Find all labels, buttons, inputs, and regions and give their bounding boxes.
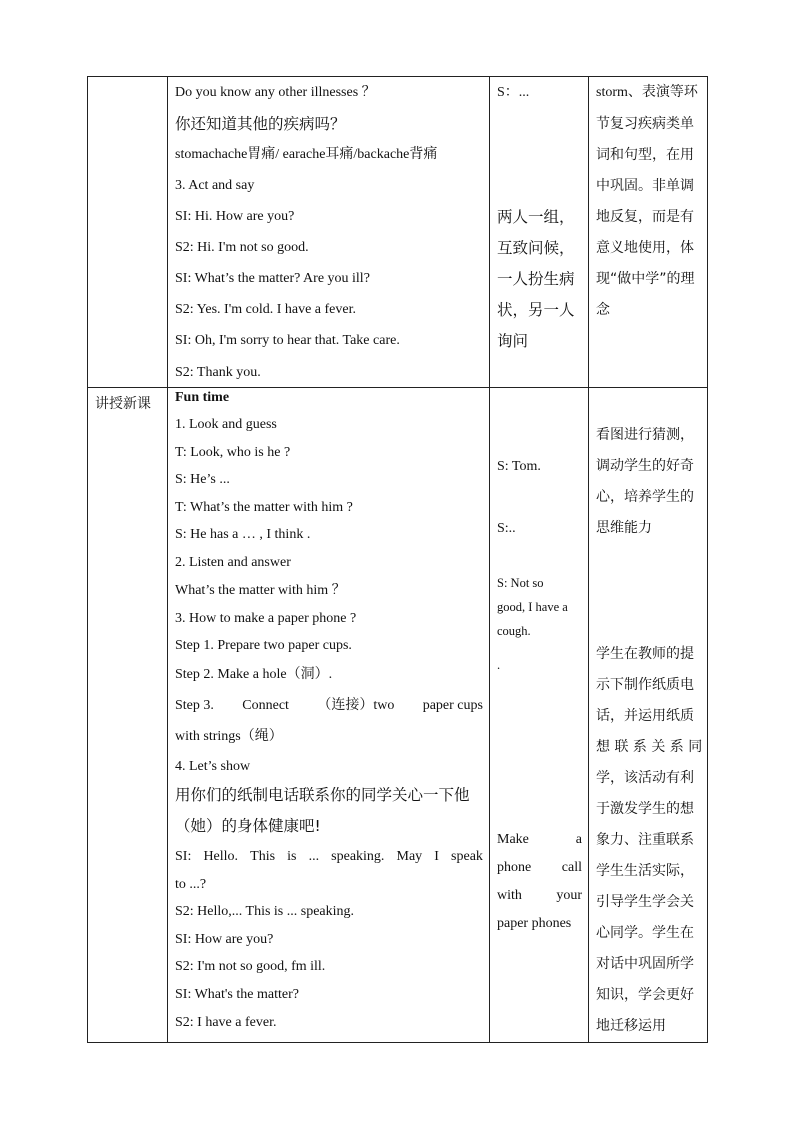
text-line: 用你们的纸制电话联系你的同学关心一下他 [175, 786, 470, 804]
text-line: 引导学生学会关 [596, 894, 694, 910]
text-line: 词和句型，在用 [596, 147, 694, 163]
text-line: 对话中巩固所学 [596, 956, 694, 972]
section-title: Fun time [175, 390, 230, 405]
text-line: S2: Thank you. [175, 365, 261, 380]
design-intent-cell [589, 388, 708, 1043]
word: Hello. [203, 849, 239, 864]
text-line: 看图进行猜测， [596, 427, 694, 443]
text-line: 2. Listen and answer [175, 555, 291, 570]
text-line: 于激发学生的想 [596, 801, 694, 817]
text-line: 地迁移运用 [596, 1018, 666, 1034]
text-line: 调动学生的好奇 [596, 458, 694, 474]
text-line: S2: Hi. I'm not so good. [175, 240, 309, 255]
text-line: good, I have a [497, 600, 568, 614]
text-line: 你还知道其他的疾病吗？ [175, 115, 346, 133]
text-line: S: He’s ... [175, 472, 230, 487]
text-line: 询问 [497, 332, 529, 350]
text-line: 心，培养学生的 [596, 489, 694, 505]
text-line: S: He has a … , I think . [175, 527, 311, 542]
teacher-activity-cell [168, 388, 490, 1043]
word: May [396, 849, 423, 864]
text-line: 心同学。学生在 [596, 925, 694, 941]
text-line: S2: Yes. I'm cold. I have a fever. [175, 302, 356, 317]
justified-line [497, 831, 582, 849]
text-line: 1. Look and guess [175, 417, 277, 432]
word: your [556, 888, 582, 903]
stage-cell [88, 388, 168, 1043]
text-line: to ...? [175, 877, 207, 892]
text-line: 一人扮生病 [497, 270, 575, 288]
text-line: 念 [596, 302, 610, 318]
justified-line [497, 859, 582, 877]
teacher-activity-cell [168, 77, 490, 388]
text-line: Step 2. Make a hole（洞）. [175, 667, 333, 682]
text-line: 话，并运用纸质 [596, 708, 694, 724]
text-line: S2: Hello,... This is ... speaking. [175, 904, 355, 919]
word: with [497, 888, 522, 903]
text-line: stomachache胃痛/ earache耳痛/backache背痛 [175, 147, 438, 162]
word: is [287, 849, 297, 864]
text-line: 3. How to make a paper phone ? [175, 611, 357, 626]
text-line: storm、表演等环 [596, 85, 698, 100]
text-line: 节复习疾病类单 [596, 116, 694, 132]
justified-line [497, 887, 582, 905]
justified-line [175, 848, 483, 866]
table-row [88, 77, 708, 388]
text-line: S: Tom. [497, 459, 541, 474]
text-line: S: Not so [497, 576, 544, 590]
text-line: 示下制作纸质电 [596, 677, 694, 693]
text-line: T: What’s the matter with him ? [175, 500, 353, 515]
text-line: 意义地使用，体 [596, 240, 694, 256]
text-line: with strings（绳） [175, 729, 283, 744]
word: Make [497, 832, 529, 847]
table-row [88, 388, 708, 1043]
word: （连接）two [317, 698, 395, 713]
text-line: 地反复，而是有 [596, 209, 694, 225]
word: speak [451, 849, 483, 864]
text-line: Do you know any other illnesses ？ [175, 85, 376, 100]
word: SI: [175, 849, 192, 864]
text-line: S:.. [497, 521, 516, 536]
text-line: SI: What’s the matter? Are you ill? [175, 271, 370, 286]
stage-cell [88, 77, 168, 388]
text-line: 中巩固。非单调 [596, 178, 694, 194]
text-line: What’s the matter with him ？ [175, 583, 346, 598]
lesson-plan-table [87, 76, 708, 1043]
design-intent-cell [589, 77, 708, 388]
word: This [250, 849, 276, 864]
text-line: T: Look, who is he ? [175, 445, 291, 460]
text-line: S2: I'm not so good, fm ill. [175, 959, 326, 974]
text-line: 象力、注重联系 [596, 832, 694, 848]
stage-label: 讲授新课 [95, 396, 151, 412]
student-activity-cell [490, 77, 589, 388]
text-line: SI: How are you? [175, 932, 274, 947]
text-line: 状，另一人 [497, 301, 575, 319]
text-line: 互致问候， [497, 239, 575, 257]
text-line: 思维能力 [596, 520, 652, 536]
text-line: cough. [497, 624, 531, 638]
word: call [561, 860, 582, 875]
text-line: SI: Hi. How are you? [175, 209, 295, 224]
student-activity-cell [490, 388, 589, 1043]
text-line: （她）的身体健康吧! [175, 817, 321, 835]
text-line: S：... [497, 85, 530, 100]
justified-line [175, 697, 483, 715]
text-line: 3. Act and say [175, 178, 255, 193]
word: Step 3. [175, 698, 214, 713]
text-line: 学，该活动有利 [596, 770, 694, 786]
text-line: paper phones [497, 916, 572, 931]
word: speaking. [331, 849, 385, 864]
text-line: 学生生活实际， [596, 863, 694, 879]
text-line: 现“做中学”的理 [596, 271, 695, 287]
text-line: 知识，学会更好 [596, 987, 694, 1003]
text-line: 想 联 系 关 系 同 [596, 739, 703, 755]
word: paper cups [422, 698, 483, 713]
text-line: S2: I have a fever. [175, 1015, 277, 1030]
text-line: Step 1. Prepare two paper cups. [175, 638, 352, 653]
text-line: 学生在教师的提 [596, 646, 694, 662]
word: Connect [242, 698, 289, 713]
word: phone [497, 860, 532, 875]
text-line: SI: What's the matter? [175, 987, 299, 1002]
text-line: 4. Let’s show [175, 759, 251, 774]
word: ... [308, 849, 320, 864]
text-line: 两人一组， [497, 208, 575, 226]
word: I [434, 849, 439, 864]
word: a [575, 832, 582, 847]
text-line: . [497, 658, 501, 672]
text-line: SI: Oh, I'm sorry to hear that. Take care. [175, 333, 400, 348]
